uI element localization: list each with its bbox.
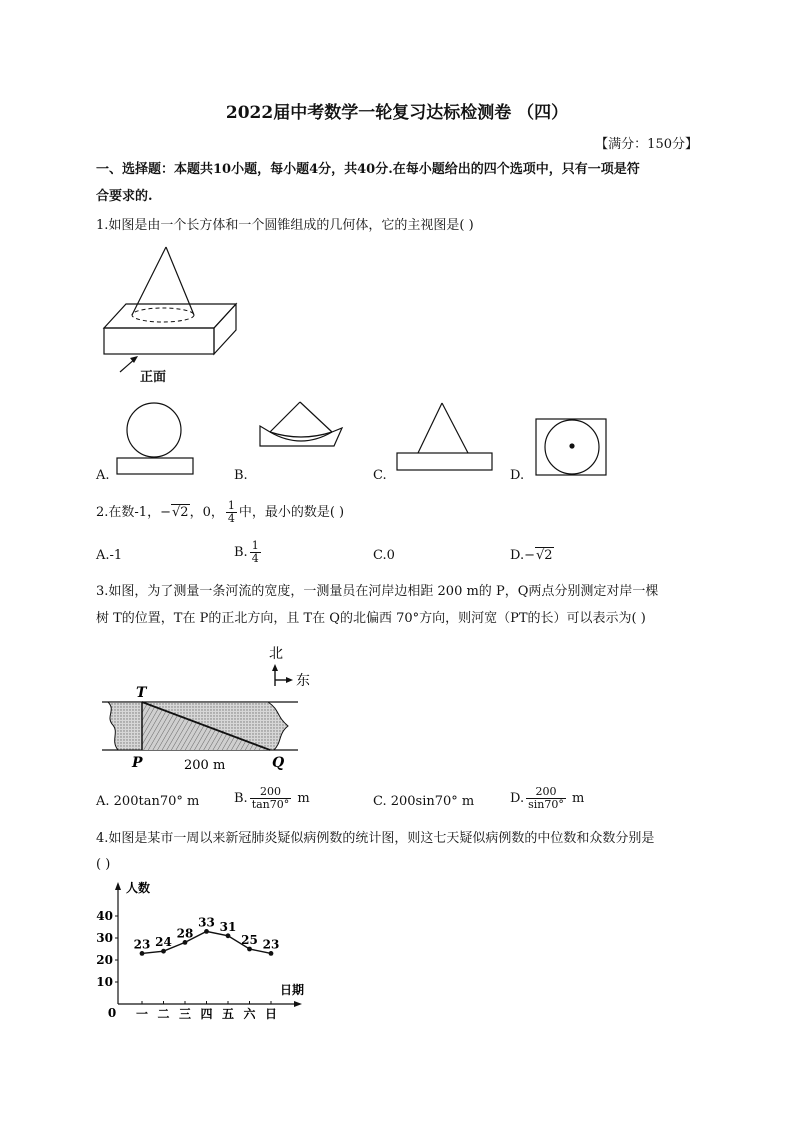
q1-option-b-figure[interactable] bbox=[256, 398, 346, 478]
data-point bbox=[183, 940, 188, 945]
front-view-label: 正面 bbox=[140, 370, 167, 385]
sqrt-symbol: √2 bbox=[171, 505, 189, 520]
section-heading-line2: 合要求的. bbox=[96, 189, 153, 204]
x-tick-label: 一 bbox=[135, 1007, 149, 1021]
q2-option-a[interactable]: A.-1 bbox=[96, 548, 123, 563]
x-tick-label: 五 bbox=[221, 1007, 235, 1021]
q1-solid-figure bbox=[96, 244, 246, 394]
question-3-line2: 树 T的位置，T在 P的正北方向，且 T在 Q的北偏西 70°方向，则河宽（PT的长）可以表示为( ) bbox=[96, 611, 646, 626]
data-label: 25 bbox=[241, 933, 258, 947]
q1-option-a-figure[interactable] bbox=[112, 400, 202, 480]
q3-river-figure bbox=[96, 640, 336, 780]
data-point bbox=[247, 947, 252, 952]
q3-option-c[interactable]: C. 200sin70° m bbox=[373, 794, 475, 809]
y-tick-label: 20 bbox=[96, 953, 113, 967]
y-tick-label: 30 bbox=[96, 931, 113, 945]
compass-north: 北 bbox=[269, 646, 283, 662]
compass-east: 东 bbox=[296, 673, 310, 689]
q1-option-d-label[interactable]: D. bbox=[510, 468, 525, 483]
q3-option-b[interactable]: B. $\frac{200}{\tan 70^\circ}$ m bbox=[234, 785, 310, 811]
question-1-text: 1.如图是由一个长方体和一个圆锥组成的几何体，它的主视图是( ) bbox=[96, 218, 474, 233]
total-score: 【满分：150分】 bbox=[595, 137, 698, 152]
q1-option-a-label[interactable]: A. bbox=[96, 468, 110, 483]
data-label: 28 bbox=[176, 926, 194, 941]
x-tick-label: 四 bbox=[200, 1007, 213, 1021]
q4-line-chart bbox=[96, 878, 326, 1023]
data-point bbox=[140, 951, 145, 956]
data-point bbox=[161, 949, 166, 954]
data-label: 33 bbox=[198, 915, 215, 930]
q2-option-d[interactable]: D.−√2 bbox=[510, 548, 553, 563]
q1-option-b-label[interactable]: B. bbox=[234, 468, 248, 483]
q2-option-c[interactable]: C.0 bbox=[373, 548, 395, 563]
y-tick-label: 10 bbox=[96, 975, 113, 989]
y-axis-label: 人数 bbox=[126, 881, 151, 895]
q1-option-d-figure[interactable] bbox=[532, 416, 612, 478]
point-q-label: Q bbox=[272, 755, 285, 771]
data-point bbox=[204, 929, 209, 934]
fraction: $\frac{1}{4}$ bbox=[227, 499, 235, 525]
question-2-text: 2.在数-1，−√2，0， $\frac{1}{4}$ 中，最小的数是( ) bbox=[96, 499, 345, 525]
distance-label: 200 m bbox=[184, 758, 226, 773]
data-label: 31 bbox=[219, 919, 237, 934]
q3-option-d[interactable]: D. $\frac{200}{\sin 70^\circ}$ m bbox=[510, 785, 585, 811]
data-label: 24 bbox=[155, 935, 172, 950]
x-tick-label: 日 bbox=[264, 1007, 278, 1021]
q1-option-c-label[interactable]: C. bbox=[373, 468, 387, 483]
data-label: 23 bbox=[133, 937, 151, 952]
x-tick-label: 六 bbox=[243, 1007, 256, 1021]
question-4-line2: ( ) bbox=[96, 857, 111, 872]
x-axis-label: 日期 bbox=[280, 983, 305, 997]
point-t-label: T bbox=[136, 685, 147, 701]
y-tick-label: 40 bbox=[96, 909, 113, 923]
q2-option-b[interactable]: B. $\frac{1}{4}$ bbox=[234, 539, 259, 565]
x-tick-label: 三 bbox=[178, 1007, 192, 1021]
point-p-label: P bbox=[132, 755, 143, 771]
q1-option-c-figure[interactable] bbox=[394, 398, 498, 478]
page-title: 2022届中考数学一轮复习达标检测卷 （四） bbox=[225, 103, 569, 123]
data-label: 23 bbox=[262, 937, 280, 952]
question-4-line1: 4.如图是某市一周以来新冠肺炎疑似病例数的统计图，则这七天疑似病例数的中位数和众数分别是 bbox=[96, 831, 655, 846]
q3-option-a[interactable]: A. 200tan70° m bbox=[96, 794, 200, 809]
data-point bbox=[226, 933, 231, 938]
question-3-line1: 3.如图，为了测量一条河流的宽度，一测量员在河岸边相距 200 m的 P，Q两点分别测定对岸一棵 bbox=[96, 584, 659, 599]
origin-label: 0 bbox=[107, 1006, 117, 1020]
x-tick-label: 二 bbox=[157, 1007, 170, 1021]
section-heading-line1: 一、选择题：本题共10小题，每小题4分，共40分.在每小题给出的四个选项中，只有一项是符 bbox=[96, 162, 640, 177]
data-point bbox=[269, 951, 274, 956]
